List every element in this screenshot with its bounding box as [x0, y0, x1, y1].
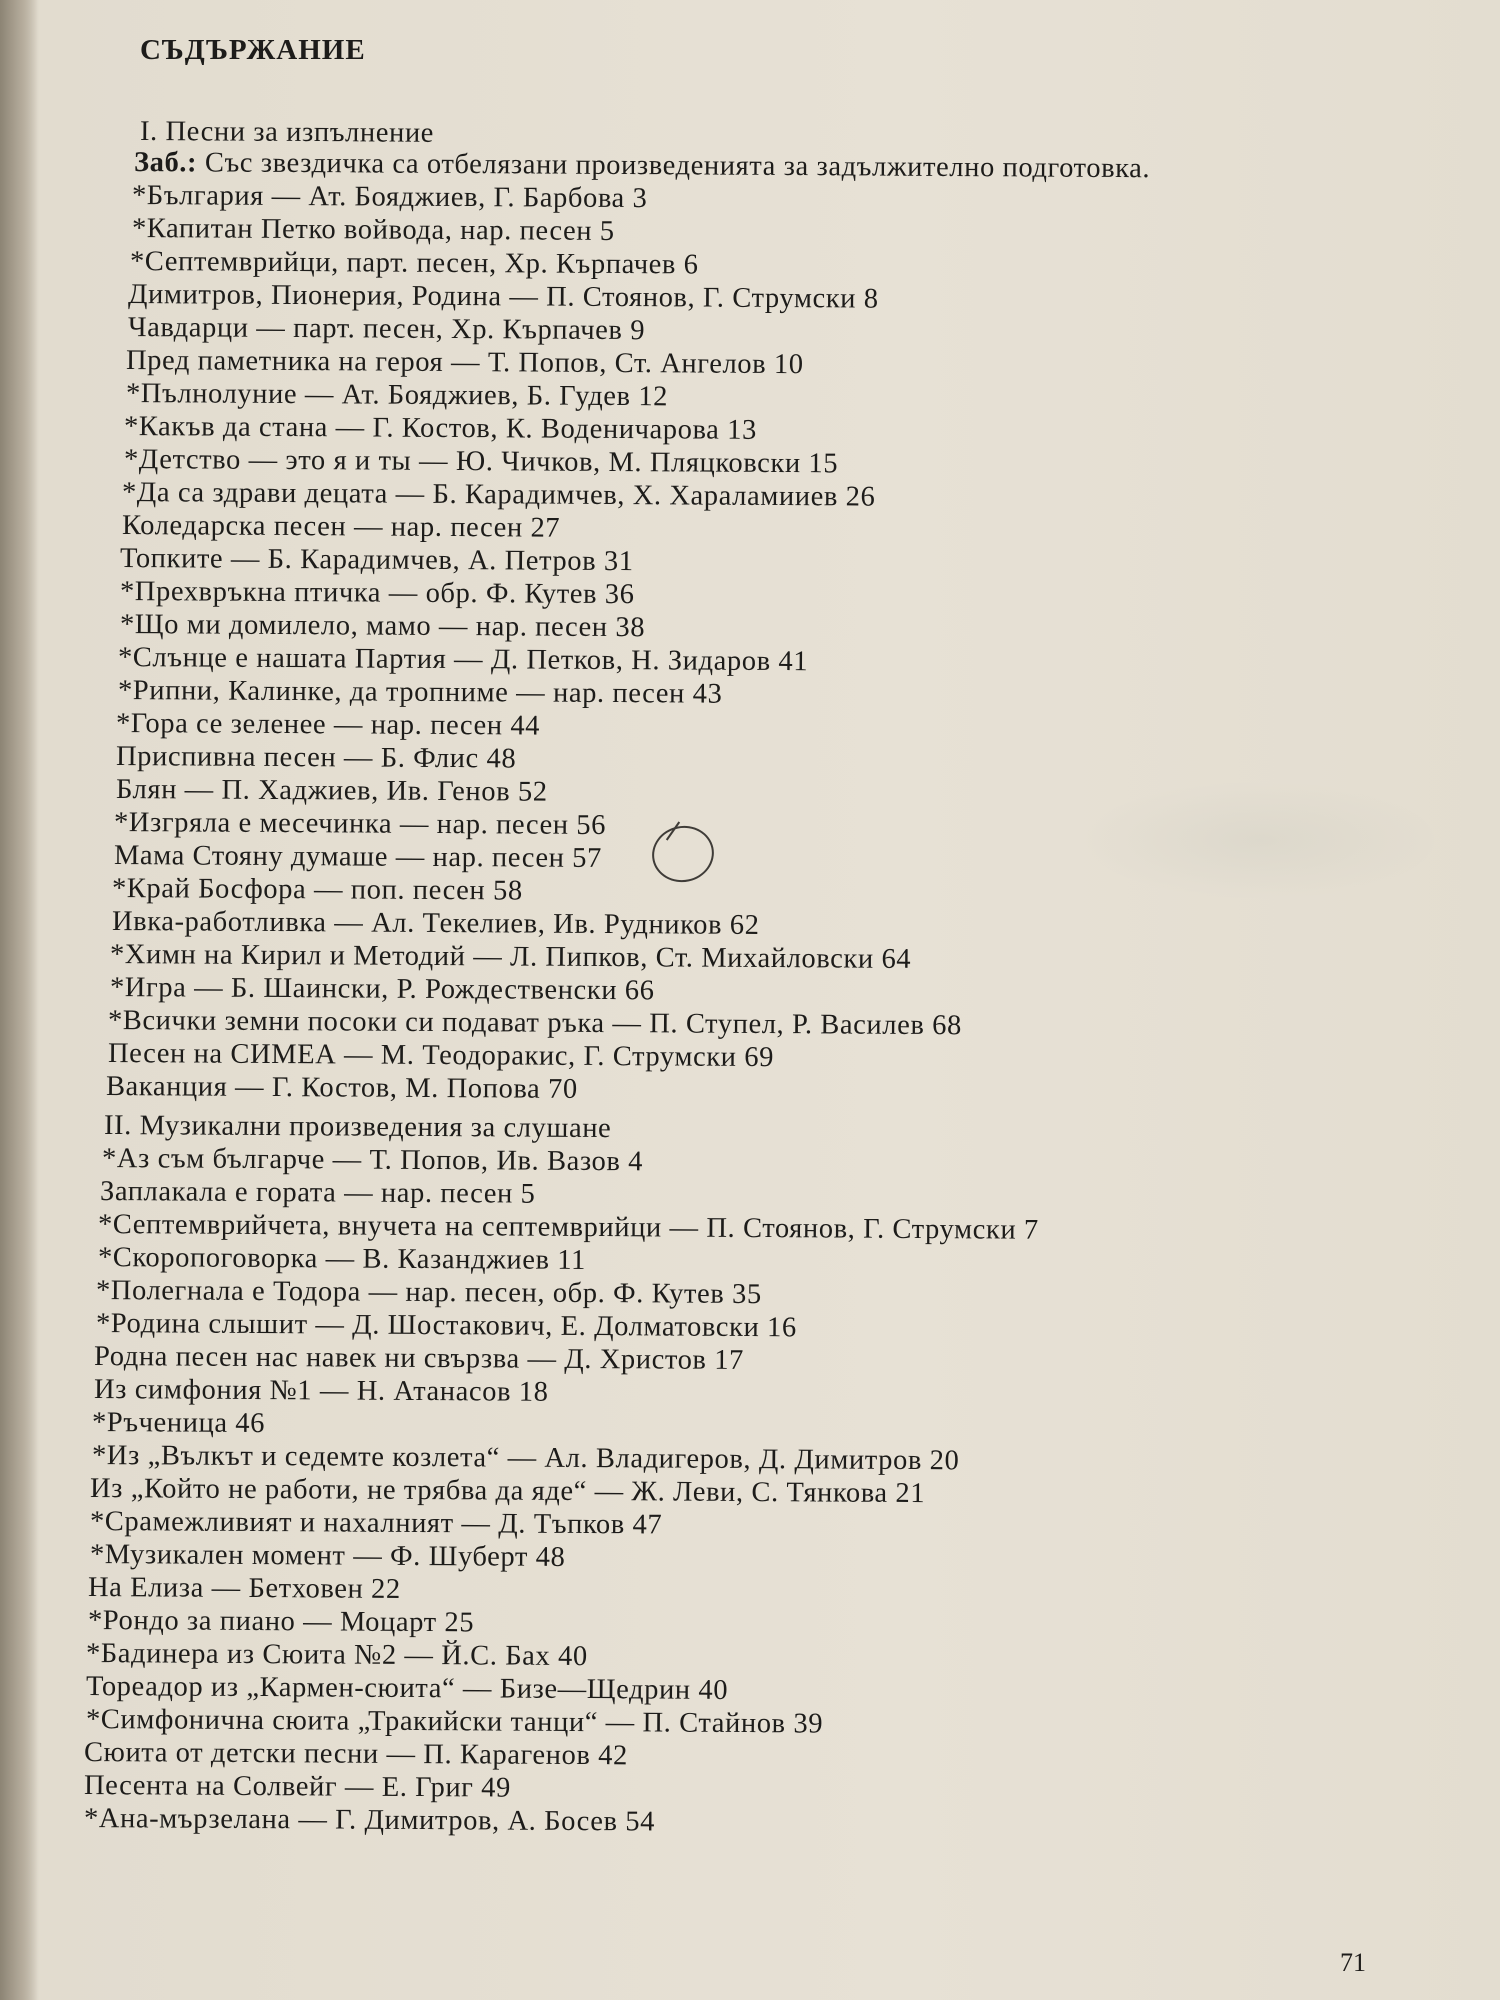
entry-text: I. Песни за изпълнение	[139, 116, 435, 149]
contents-entry	[104, 1110, 612, 1145]
contents-entry	[106, 1071, 578, 1106]
entry-text: *Пълнолуние — Ат. Бояджиев, Б. Гудев 12	[125, 378, 669, 413]
contents-entry	[112, 873, 523, 908]
contents-entry	[86, 1704, 823, 1741]
entry-text: Мама Стояну думаше — нар. песен 57	[113, 840, 603, 874]
contents-entry	[110, 972, 655, 1007]
contents-entry	[108, 1038, 774, 1074]
contents-entry	[134, 147, 1150, 185]
entry-text: *Що ми домилело, мамо — нар. песен 38	[119, 609, 646, 644]
contents-entry	[88, 1572, 401, 1606]
contents-entry	[130, 246, 699, 281]
entry-text: *Рипни, Калинке, да тропниме — нар. песен 43	[117, 675, 723, 710]
contents-entry	[126, 378, 668, 413]
contents-entry	[132, 180, 648, 215]
entry-text: Песента на Солвейг — Е. Григ 49	[83, 1770, 512, 1804]
entry-text: *Прехвръкна птичка — обр. Ф. Кутев 36	[119, 576, 635, 611]
page-number: 71	[1340, 1948, 1366, 1977]
entry-text: Заплакала е гората — нар. песен 5	[99, 1176, 536, 1210]
contents-entry	[128, 279, 879, 316]
contents-entry	[132, 213, 615, 248]
contents-entry	[116, 741, 516, 775]
contents-entry	[112, 906, 760, 942]
entry-text: *Гора се зеленее — нар. песен 44	[115, 708, 541, 742]
entry-text: Ивка-работливка — Ал. Текелиев, Ив. Рудников 62	[111, 906, 760, 941]
entry-text: *Всички земни посоки си подават ръка — П. Ступел, Р. Василев 68	[107, 1005, 962, 1042]
contents-entry	[118, 675, 723, 711]
entry-text: Пред паметника на героя — Т. Попов, Ст. Ангелов 10	[125, 345, 804, 381]
contents-entry	[96, 1275, 762, 1311]
contents-entry	[92, 1407, 265, 1440]
entry-text: *Химн на Кирил и Методий — Л. Пипков, Ст. Михайловски 64	[109, 939, 912, 975]
entry-text: Сюита от детски песни — П. Карагенов 42	[83, 1737, 628, 1772]
contents-entry	[98, 1242, 586, 1277]
entry-text: *Полегнала е Тодора — нар. песен, обр. Ф. Кутев 35	[95, 1275, 762, 1311]
entry-text: *Аз съм българче — Т. Попов, Ив. Вазов 4	[101, 1143, 644, 1178]
entry-text: Топките — Б. Карадимчев, А. Петров 31	[119, 543, 634, 578]
entry-text: Песен на СИМЕА — М. Теодоракис, Г. Струмски 69	[107, 1038, 775, 1074]
contents-entry	[124, 444, 838, 480]
entry-text: *Родина слышит — Д. Шостакович, Е. Долматовски 16	[95, 1308, 797, 1344]
contents-entry	[84, 1803, 655, 1838]
contents-heading: СЪДЪРЖАНИЕ	[140, 34, 366, 66]
entry-text: Из симфония №1 — Н. Атанасов 18	[93, 1374, 549, 1408]
contents-entry	[120, 543, 634, 578]
contents-entry	[84, 1737, 628, 1772]
entry-text: *Игра — Б. Шаински, Р. Рождественски 66	[109, 972, 655, 1007]
entry-text: Из „Който не работи, не трябва да яде“ — Ж. Леви, С. Тянкова 21	[89, 1473, 926, 1510]
contents-entry	[98, 1209, 1039, 1247]
contents-entry	[126, 345, 804, 381]
contents-entry	[96, 1308, 797, 1344]
contents-entry	[92, 1440, 960, 1477]
entry-text: II. Музикални произведения за слушане	[103, 1110, 612, 1145]
entry-text: Родна песен нас навек ни свързва — Д. Христов 17	[93, 1341, 745, 1376]
contents-entry	[90, 1506, 663, 1541]
entry-text: Димитров, Пионерия, Родина — П. Стоянов, Г. Струмски 8	[127, 279, 879, 315]
entry-text: *Какъв да стана — Г. Костов, К. Воденичарова 13	[123, 411, 757, 446]
contents-entry	[122, 477, 876, 514]
contents-entry	[122, 510, 560, 545]
contents-entry	[84, 1770, 511, 1805]
entry-text: *Скоропоговорка — В. Казанджиев 11	[97, 1242, 587, 1276]
entry-text: *Бадинера из Сюита №2 — Й.С. Бах 40	[85, 1638, 588, 1673]
entry-text: Тореадор из „Кармен-сюита“ — Бизе—Щедрин 40	[85, 1671, 729, 1706]
contents-entry	[128, 312, 645, 347]
contents-entry	[100, 1176, 536, 1211]
entry-text: На Елиза — Бетховен 22	[87, 1572, 401, 1605]
entry-text: Блян — П. Хаджиев, Ив. Генов 52	[115, 774, 548, 808]
contents-entry	[86, 1671, 728, 1707]
entry-text: *Срамежливият и нахалният — Д. Тъпков 47	[89, 1506, 663, 1541]
entry-text: *Септемврийчета, внучета на септемврийци — П. Стоянов, Г. Струмски 7	[97, 1209, 1039, 1246]
entry-text: *България — Ат. Бояджиев, Г. Барбова 3	[131, 180, 648, 215]
entry-text: *Капитан Петко войвода, нар. песен 5	[131, 213, 615, 247]
entry-text: *Детство — это я и ты — Ю. Чичков, М. Пляцковски 15	[123, 444, 839, 480]
contents-entry	[94, 1341, 744, 1377]
contents-entry	[108, 1005, 962, 1042]
entry-text: Със звездичка са отбелязани произведенията за задължително подготовка.	[197, 147, 1151, 185]
entry-text: Ваканция — Г. Костов, М. Попова 70	[105, 1071, 578, 1105]
contents-entry	[124, 411, 757, 447]
entry-text: Коледарска песен — нар. песен 27	[121, 510, 561, 544]
contents-entry	[116, 708, 540, 743]
contents-entry	[86, 1638, 588, 1673]
entry-text: *Симфонична сюита „Тракийски танци“ — П. Стайнов 39	[85, 1704, 824, 1740]
contents-entry	[114, 840, 602, 875]
entry-text: *Изгряла е месечинка — нар. песен 56	[113, 807, 607, 842]
entry-text: *Рондо за пиано — Моцарт 25	[87, 1605, 475, 1639]
contents-entry	[90, 1473, 925, 1510]
entry-text: *Край Босфора — поп. песен 58	[111, 873, 523, 907]
note-label: Заб.:	[133, 147, 198, 179]
contents-entry	[120, 609, 645, 644]
contents-entry	[88, 1605, 474, 1639]
contents-entry	[116, 774, 548, 809]
pen-circle-mark	[647, 820, 719, 888]
contents-entry	[118, 642, 808, 678]
entry-text: *Ана-мързелана — Г. Димитров, А. Босев 54	[83, 1803, 656, 1838]
entry-text: *Музикален момент — Ф. Шуберт 48	[89, 1539, 566, 1573]
contents-entry	[114, 807, 606, 842]
entry-text: *Ръченица 46	[91, 1407, 266, 1440]
contents-entry	[140, 116, 434, 150]
entry-text: *Септемврийци, парт. песен, Хр. Кърпачев 6	[129, 246, 699, 281]
entry-text: *Да са здрави децата — Б. Карадимчев, Х. Хараламииев 26	[121, 477, 876, 513]
contents-entry	[102, 1143, 643, 1178]
entry-text: Приспивна песен — Б. Флис 48	[115, 741, 517, 775]
contents-entry	[120, 576, 635, 611]
entry-text: *Из „Вълкът и седемте козлета“ — Ал. Владигеров, Д. Димитров 20	[91, 1440, 960, 1477]
entry-text: Чавдарци — парт. песен, Хр. Кърпачев 9	[127, 312, 646, 347]
contents-entry	[90, 1539, 566, 1574]
contents-entry	[94, 1374, 549, 1409]
entry-text: *Слънце е нашата Партия — Д. Петков, Н. Зидаров 41	[117, 642, 809, 678]
contents-entry	[110, 939, 911, 976]
